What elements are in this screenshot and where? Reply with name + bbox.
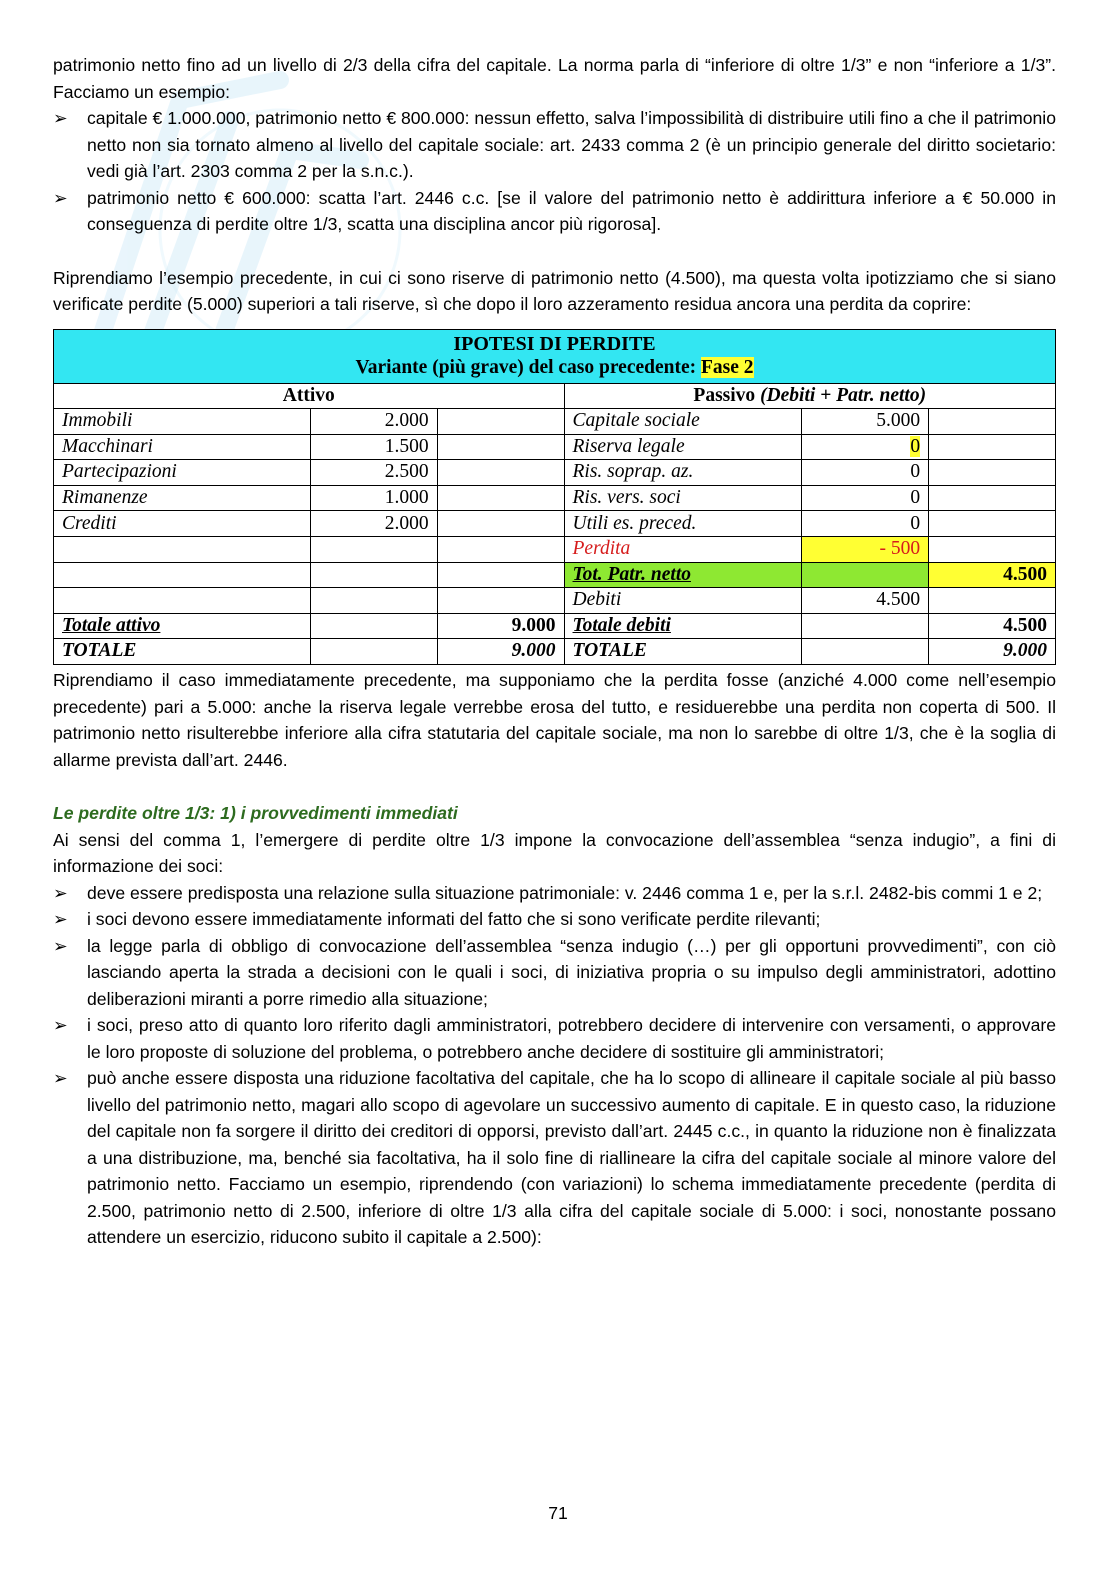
passivo-total — [929, 434, 1056, 460]
attivo-total — [437, 409, 564, 435]
list-item — [53, 906, 1056, 933]
table-subtitle-text: Variante (più grave) del caso precedente: — [355, 357, 701, 378]
attivo-total — [437, 588, 564, 614]
attivo-label — [54, 562, 311, 588]
bullet-text: può anche essere disposta una riduzione facoltativa del capitale, che ha lo scopo di allineare il capitale sociale al più basso livello del patrimonio netto, magari allo scopo di agevolare un successivo aumento di capitale. E in questo caso, la riduzione del capitale non fa sorgere il diritto dei creditori di opporsi, previsto dall’art. 2445 c.c., in quanto la riduzione non è finalizzata a una distribuzione, ma, benché sia facoltativa, ha il solo fine di riallineare la cifra del capitale sociale al minore valore del patrimonio netto. Facciamo un esempio, riprendendo (con variazioni) lo schema immediatamente precedente (perdita di 2.500, patrimonio netto di 2.500, inferiore di oltre 1/3 alla cifra del capitale sociale di 5.000: i soci, nonostante possano attendere un esercizio, riducono subito il capitale a 2.500): — [87, 1068, 1056, 1248]
list-item — [53, 1012, 1056, 1065]
attivo-label — [54, 537, 311, 563]
bullet-arrow-icon: ➢ — [53, 1068, 68, 1089]
bullet-text: patrimonio netto € 600.000: scatta l’art. 2446 c.c. [se il valore del patrimonio netto è addirittura inferiore a € 50.000 in conseguenza di perdite oltre 1/3, scatta una disciplina ancor più rigorosa]. — [87, 187, 1056, 234]
passivo-total — [929, 485, 1056, 511]
net-worth-label: Tot. Patr. netto — [564, 562, 802, 588]
intro-bullet-list — [53, 105, 1056, 238]
bullet-text: capitale € 1.000.000, patrimonio netto € 800.000: nessun effetto, salva l’impossibilità di distribuire utili fino a che il patrimonio netto non sia tornato almeno al livello del capitale sociale: art. 2433 comma 2 (è un principio generale del diritto societario: vedi già l’art. 2303 comma 2 per la s.n.c.). — [87, 108, 1056, 181]
total-debts-value: 4.500 — [929, 613, 1056, 639]
bullet-arrow-icon: ➢ — [53, 909, 68, 930]
attivo-total — [437, 537, 564, 563]
bullet-arrow-icon: ➢ — [53, 187, 68, 208]
bullet-text: deve essere predisposta una relazione sulla situazione patrimoniale: v. 2446 comma 1 e, per la s.r.l. 2482-bis commi 1 e 2; — [87, 882, 1043, 903]
table-row — [54, 409, 1056, 435]
grand-total-attivo: 9.000 — [437, 639, 564, 665]
table-row — [54, 613, 1056, 639]
passivo-label: Capitale sociale — [564, 409, 802, 435]
attivo-label: Immobili — [54, 409, 311, 435]
attivo-label: Crediti — [54, 511, 311, 537]
grand-total-passivo: 9.000 — [929, 639, 1056, 665]
attivo-label — [54, 588, 311, 614]
passivo-total — [929, 460, 1056, 486]
attivo-label: Macchinari — [54, 434, 311, 460]
passivo-value: 0 — [802, 460, 929, 486]
attivo-value: 1.000 — [310, 485, 437, 511]
passivo-total — [929, 409, 1056, 435]
passivo-value — [802, 613, 929, 639]
table-row — [54, 434, 1056, 460]
passivo-total — [929, 588, 1056, 614]
list-item — [53, 105, 1056, 185]
attivo-value — [310, 639, 437, 665]
attivo-value — [310, 537, 437, 563]
loss-value: - 500 — [802, 537, 929, 563]
attivo-total — [437, 511, 564, 537]
attivo-total — [437, 485, 564, 511]
attivo-value — [310, 613, 437, 639]
bullet-arrow-icon: ➢ — [53, 1015, 68, 1036]
header-passivo: Passivo (Debiti + Patr. netto) — [564, 383, 1055, 409]
table-subtitle — [54, 356, 1055, 381]
passivo-value: 4.500 — [802, 588, 929, 614]
table-row — [54, 537, 1056, 563]
table-row — [54, 460, 1056, 486]
list-item — [53, 185, 1056, 238]
passivo-label: Debiti — [564, 588, 802, 614]
section-bullet-list — [53, 880, 1056, 1251]
passivo-label: Riserva legale — [564, 434, 802, 460]
passivo-label: Ris. soprap. az. — [564, 460, 802, 486]
bullet-text: la legge parla di obbligo di convocazione dell’assemblea “senza indugio (…) per gli opportuni provvedimenti”, con ciò lasciando aperta la strada a decisioni con le quali i soci, di iniziativa propria o su impulso degli amministratori, adottino deliberazioni miranti a porre rimedio alla situazione; — [87, 935, 1056, 1009]
intro-paragraph: patrimonio netto fino ad un livello di 2/3 della cifra del capitale. La norma parla di “inferiore di oltre 1/3” e non “inferiore a 1/3”. Facciamo un esempio: — [53, 55, 1056, 102]
section-title: Le perdite oltre 1/3: 1) i provvedimenti immediati — [53, 803, 458, 824]
table-row — [54, 511, 1056, 537]
attivo-value: 2.500 — [310, 460, 437, 486]
loss-label: Perdita — [564, 537, 802, 563]
passivo-total — [929, 511, 1056, 537]
table-row — [54, 485, 1056, 511]
passivo-value: 0 — [802, 511, 929, 537]
passivo-label: Utili es. preced. — [564, 511, 802, 537]
passivo-label: Ris. vers. soci — [564, 485, 802, 511]
balance-sheet-table — [53, 329, 1056, 666]
attivo-value — [310, 562, 437, 588]
attivo-value: 2.000 — [310, 511, 437, 537]
attivo-total — [437, 460, 564, 486]
grand-total-label: TOTALE — [54, 639, 311, 665]
table-body — [54, 409, 1056, 665]
list-item — [53, 933, 1056, 1013]
total-assets-value: 9.000 — [437, 613, 564, 639]
attivo-value: 2.000 — [310, 409, 437, 435]
total-assets-label: Totale attivo — [54, 613, 311, 639]
attivo-label: Partecipazioni — [54, 460, 311, 486]
net-worth-total: 4.500 — [929, 562, 1056, 588]
paragraph-before-table: Riprendiamo l’esempio precedente, in cui ci sono riserve di patrimonio netto (4.500), ma questa volta ipotizziamo che si siano verificate perdite (5.000) superiori a tali riserve, sì che dopo il loro azzeramento residua ancora una perdita da coprire: — [53, 267, 1056, 314]
passivo-value — [802, 434, 929, 460]
table-title-cell — [54, 329, 1056, 383]
bullet-text: i soci devono essere immediatamente informati del fatto che si sono verificate perdite rilevanti; — [87, 909, 821, 930]
bullet-text: i soci, preso atto di quanto loro riferito dagli amministratori, potrebbero decidere di intervenire con versamenti, o approvare le loro proposte di soluzione del problema, o potrebbero anche decidere di sostituire gli amministratori; — [87, 1015, 1056, 1062]
document-page — [53, 52, 1056, 1251]
passivo-value — [802, 639, 929, 665]
bullet-arrow-icon: ➢ — [53, 108, 68, 128]
passivo-value: 5.000 — [802, 409, 929, 435]
table-row — [54, 639, 1056, 665]
paragraph-after-table: Riprendiamo il caso immediatamente precedente, ma supponiamo che la perdita fosse (anziché 4.000 come nell’esempio precedente) pari a 5.000: anche la riserva legale verrebbe erosa del tutto, e residuerebbe una perdita non coperta di 500. Il patrimonio netto risulterebbe inferiore alla cifra statutaria del capitale sociale, ma non lo sarebbe di oltre 1/3, che è la soglia di allarme prevista dall’art. 2446. — [53, 670, 1056, 770]
bullet-arrow-icon: ➢ — [53, 935, 68, 956]
attivo-label: Rimanenze — [54, 485, 311, 511]
list-item — [53, 1065, 1056, 1251]
list-item — [53, 880, 1056, 907]
table-row — [54, 588, 1056, 614]
highlighted-value: 0 — [910, 435, 921, 457]
passivo-value: 0 — [802, 485, 929, 511]
page-number: 71 — [548, 1503, 568, 1523]
bullet-arrow-icon: ➢ — [53, 882, 68, 903]
table-row — [54, 562, 1056, 588]
attivo-value — [310, 588, 437, 614]
attivo-total — [437, 434, 564, 460]
table-title: IPOTESI DI PERDITE — [453, 332, 656, 355]
attivo-total — [437, 562, 564, 588]
section-intro: Ai sensi del comma 1, l’emergere di perdite oltre 1/3 impone la convocazione dell’assemblea “senza indugio”, a fini di informazione dei soci: — [53, 829, 1056, 877]
passivo-total — [929, 537, 1056, 563]
net-worth-value — [802, 562, 929, 588]
total-debts-label: Totale debiti — [564, 613, 802, 639]
table-subtitle-highlight: Fase 2 — [701, 357, 754, 378]
attivo-value: 1.500 — [310, 434, 437, 460]
grand-total-label-passivo: TOTALE — [564, 639, 802, 665]
header-attivo: Attivo — [54, 383, 565, 409]
